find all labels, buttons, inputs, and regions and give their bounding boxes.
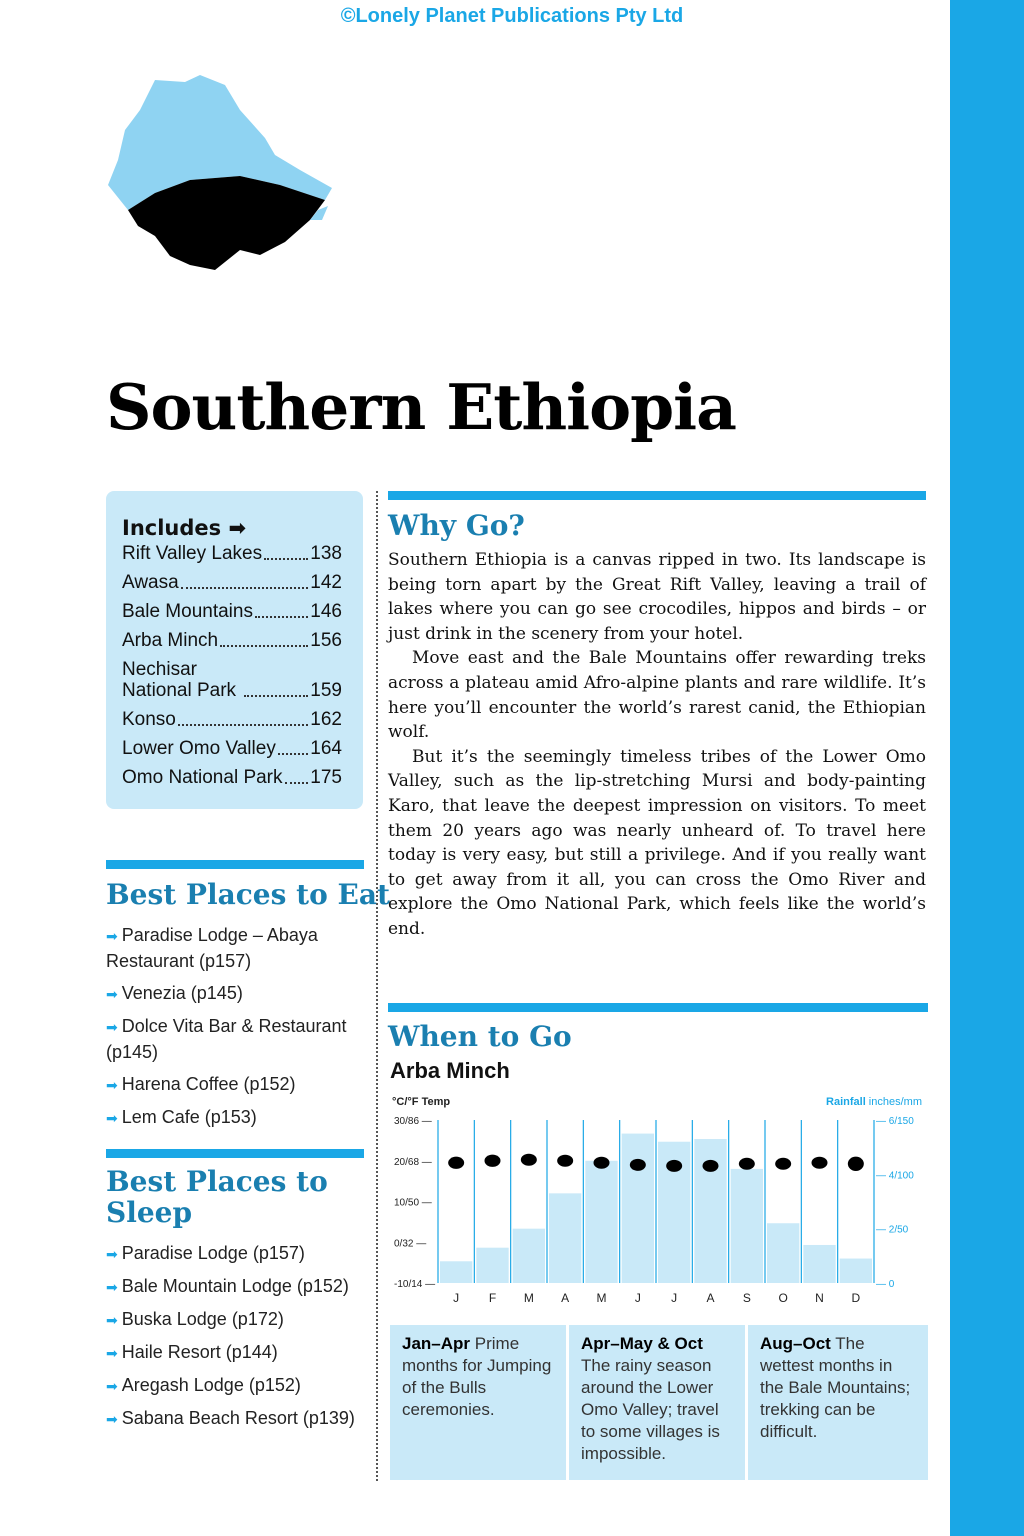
includes-item[interactable]: Nechisar National Park 159 xyxy=(122,659,342,701)
includes-item[interactable]: Arba Minch 156 xyxy=(122,630,342,651)
arrow-right-icon: ➡ xyxy=(106,1312,118,1328)
temp-tick-label: 20/68 — xyxy=(394,1156,432,1168)
arrow-right-icon: ➡ xyxy=(106,1378,118,1394)
rain-bar xyxy=(513,1229,545,1283)
temp-range-mark xyxy=(775,1158,791,1170)
rain-bar xyxy=(585,1161,617,1283)
list-item[interactable]: ➡ Sabana Beach Resort (p139) xyxy=(106,1408,355,1428)
season-card-3: Aug–Oct The wettest months in the Bale Mountains; trekking can be difficult. xyxy=(748,1325,928,1480)
arrow-right-icon: ➡ xyxy=(106,1345,118,1361)
rain-bar xyxy=(803,1245,835,1283)
right-edge-band xyxy=(950,0,1024,1536)
temp-range-mark xyxy=(521,1154,537,1166)
includes-item[interactable]: Rift Valley Lakes 138 xyxy=(122,543,342,564)
month-tick-label: O xyxy=(778,1291,788,1305)
includes-item[interactable]: Omo National Park 175 xyxy=(122,767,342,788)
arrow-right-icon: ➡ xyxy=(106,986,118,1002)
list-item[interactable]: ➡ Aregash Lodge (p152) xyxy=(106,1375,301,1395)
month-tick-label: D xyxy=(851,1291,861,1305)
list-item[interactable]: ➡ Paradise Lodge – Abaya Restaurant (p157) xyxy=(106,925,318,971)
includes-item[interactable]: Bale Mountains 146 xyxy=(122,601,342,622)
includes-item[interactable]: Konso 162 xyxy=(122,709,342,730)
sleep-rule xyxy=(106,1149,364,1158)
rain-tick-label: — 6/150 xyxy=(876,1116,914,1127)
temp-range-mark xyxy=(594,1157,610,1169)
temp-range-mark xyxy=(666,1160,682,1172)
temp-tick-label: 0/32 — xyxy=(394,1238,427,1250)
includes-item[interactable]: Lower Omo Valley 164 xyxy=(122,738,342,759)
eat-heading: Best Places to Eat xyxy=(106,878,390,911)
climate-chart xyxy=(388,1090,928,1315)
includes-box xyxy=(106,491,363,809)
list-item[interactable]: ➡ Venezia (p145) xyxy=(106,983,243,1003)
temp-range-mark xyxy=(739,1158,755,1170)
month-tick-label: J xyxy=(671,1291,678,1305)
arrow-right-icon: ➡ xyxy=(106,1246,118,1262)
rain-axis-label: Rainfall inches/mm xyxy=(826,1096,922,1108)
page-title: Southern Ethiopia xyxy=(106,370,736,444)
paragraph: Move east and the Bale Mountains offer rewarding treks across a plateau amid Afro-alpine plants and rare wildlife. It’s here you’ll encounter the world’s rarest canid, the Ethiopian wolf. xyxy=(388,648,926,743)
temp-range-mark xyxy=(812,1157,828,1169)
when-to-go-heading: When to Go xyxy=(388,1020,572,1053)
rain-tick-label: — 2/50 xyxy=(876,1224,909,1236)
list-item[interactable]: ➡ Paradise Lodge (p157) xyxy=(106,1243,305,1263)
arrow-right-icon: ➡ xyxy=(106,1110,118,1126)
rain-bar xyxy=(476,1248,508,1283)
temp-range-mark xyxy=(485,1155,501,1167)
month-tick-label: A xyxy=(561,1291,570,1305)
temp-range-mark xyxy=(848,1157,864,1171)
month-tick-label: J xyxy=(634,1291,641,1305)
rain-bar xyxy=(440,1261,472,1283)
month-tick-label: N xyxy=(815,1291,824,1305)
rain-tick-label: — 4/100 xyxy=(876,1170,914,1182)
paragraph: Southern Ethiopia is a canvas ripped in two. Its landscape is being torn apart by the Great Rift Valley, leaving a trail of lakes where you can go see crocodiles, hippos and birds – or just drink in the scenery from your hotel. xyxy=(388,550,926,644)
list-item[interactable]: ➡ Lem Cafe (p153) xyxy=(106,1107,257,1127)
list-item[interactable]: ➡ Haile Resort (p144) xyxy=(106,1342,278,1362)
copyright-header: ©Lonely Planet Publications Pty Ltd xyxy=(340,5,684,27)
region-map-icon xyxy=(100,60,340,280)
column-divider xyxy=(376,491,378,1481)
why-go-heading: Why Go? xyxy=(388,509,525,542)
why-go-text xyxy=(388,548,926,942)
arrow-right-icon: ➡ xyxy=(106,1077,118,1093)
rain-tick-label: — 0 xyxy=(876,1279,895,1290)
month-tick-label: M xyxy=(523,1291,534,1305)
season-card-1: Jan–Apr Prime months for Jumping of the Bulls ceremonies. xyxy=(390,1325,566,1480)
list-item[interactable]: ➡ Dolce Vita Bar & Restaurant (p145) xyxy=(106,1016,347,1062)
why-rule xyxy=(388,491,926,500)
list-item[interactable]: ➡ Harena Coffee (p152) xyxy=(106,1074,296,1094)
rain-bar xyxy=(767,1223,799,1283)
temp-tick-label: 30/86 — xyxy=(394,1116,432,1127)
season-card-2: Apr–May & Oct The rainy season around the Lower Omo Valley; travel to some villages is impossible. xyxy=(569,1325,745,1480)
includes-list xyxy=(122,543,342,796)
sleep-list xyxy=(106,1241,356,1439)
when-rule xyxy=(388,1003,928,1012)
rain-bar xyxy=(622,1134,654,1283)
eat-list xyxy=(106,923,356,1138)
temp-range-mark xyxy=(557,1155,573,1167)
rain-bar xyxy=(840,1259,872,1283)
arrow-right-icon: ➡ xyxy=(106,1411,118,1427)
month-tick-label: J xyxy=(453,1291,460,1305)
temp-tick-label: -10/14 — xyxy=(394,1279,436,1290)
month-tick-label: A xyxy=(706,1291,715,1305)
sleep-heading: Best Places to Sleep xyxy=(106,1165,328,1229)
temp-axis-label: °C/°F Temp xyxy=(392,1096,451,1108)
month-tick-label: S xyxy=(742,1291,751,1305)
eat-rule xyxy=(106,860,364,869)
list-item[interactable]: ➡ Bale Mountain Lodge (p152) xyxy=(106,1276,349,1296)
includes-heading: Includes ➡ xyxy=(122,516,247,540)
rain-bar xyxy=(731,1169,763,1283)
month-tick-label: M xyxy=(596,1291,607,1305)
month-tick-label: F xyxy=(488,1291,497,1305)
chart-location: Arba Minch xyxy=(390,1058,510,1083)
temp-range-mark xyxy=(448,1157,464,1169)
arrow-right-icon: ➡ xyxy=(106,1279,118,1295)
includes-item[interactable]: Awasa 142 xyxy=(122,572,342,593)
rain-bar xyxy=(549,1193,581,1283)
arrow-right-icon: ➡ xyxy=(106,928,118,944)
paragraph: But it’s the seemingly timeless tribes of the Lower Omo Valley, such as the lip-stretching Mursi and body-painting Karo, that leave the deepest impression on visitors. To meet them 20 years ago was nearly unheard of. To travel here today is very easy, but still a privilege. And if you really want to get away from it all, you can cross the Omo River and explore the Omo National Park, which feels like the world’s end. xyxy=(388,746,926,939)
arrow-right-icon: ➡ xyxy=(228,516,247,540)
temp-range-mark xyxy=(630,1159,646,1171)
temp-range-mark xyxy=(703,1160,719,1172)
arrow-right-icon: ➡ xyxy=(106,1019,118,1035)
temp-tick-label: 10/50 — xyxy=(394,1197,432,1209)
list-item[interactable]: ➡ Buska Lodge (p172) xyxy=(106,1309,284,1329)
